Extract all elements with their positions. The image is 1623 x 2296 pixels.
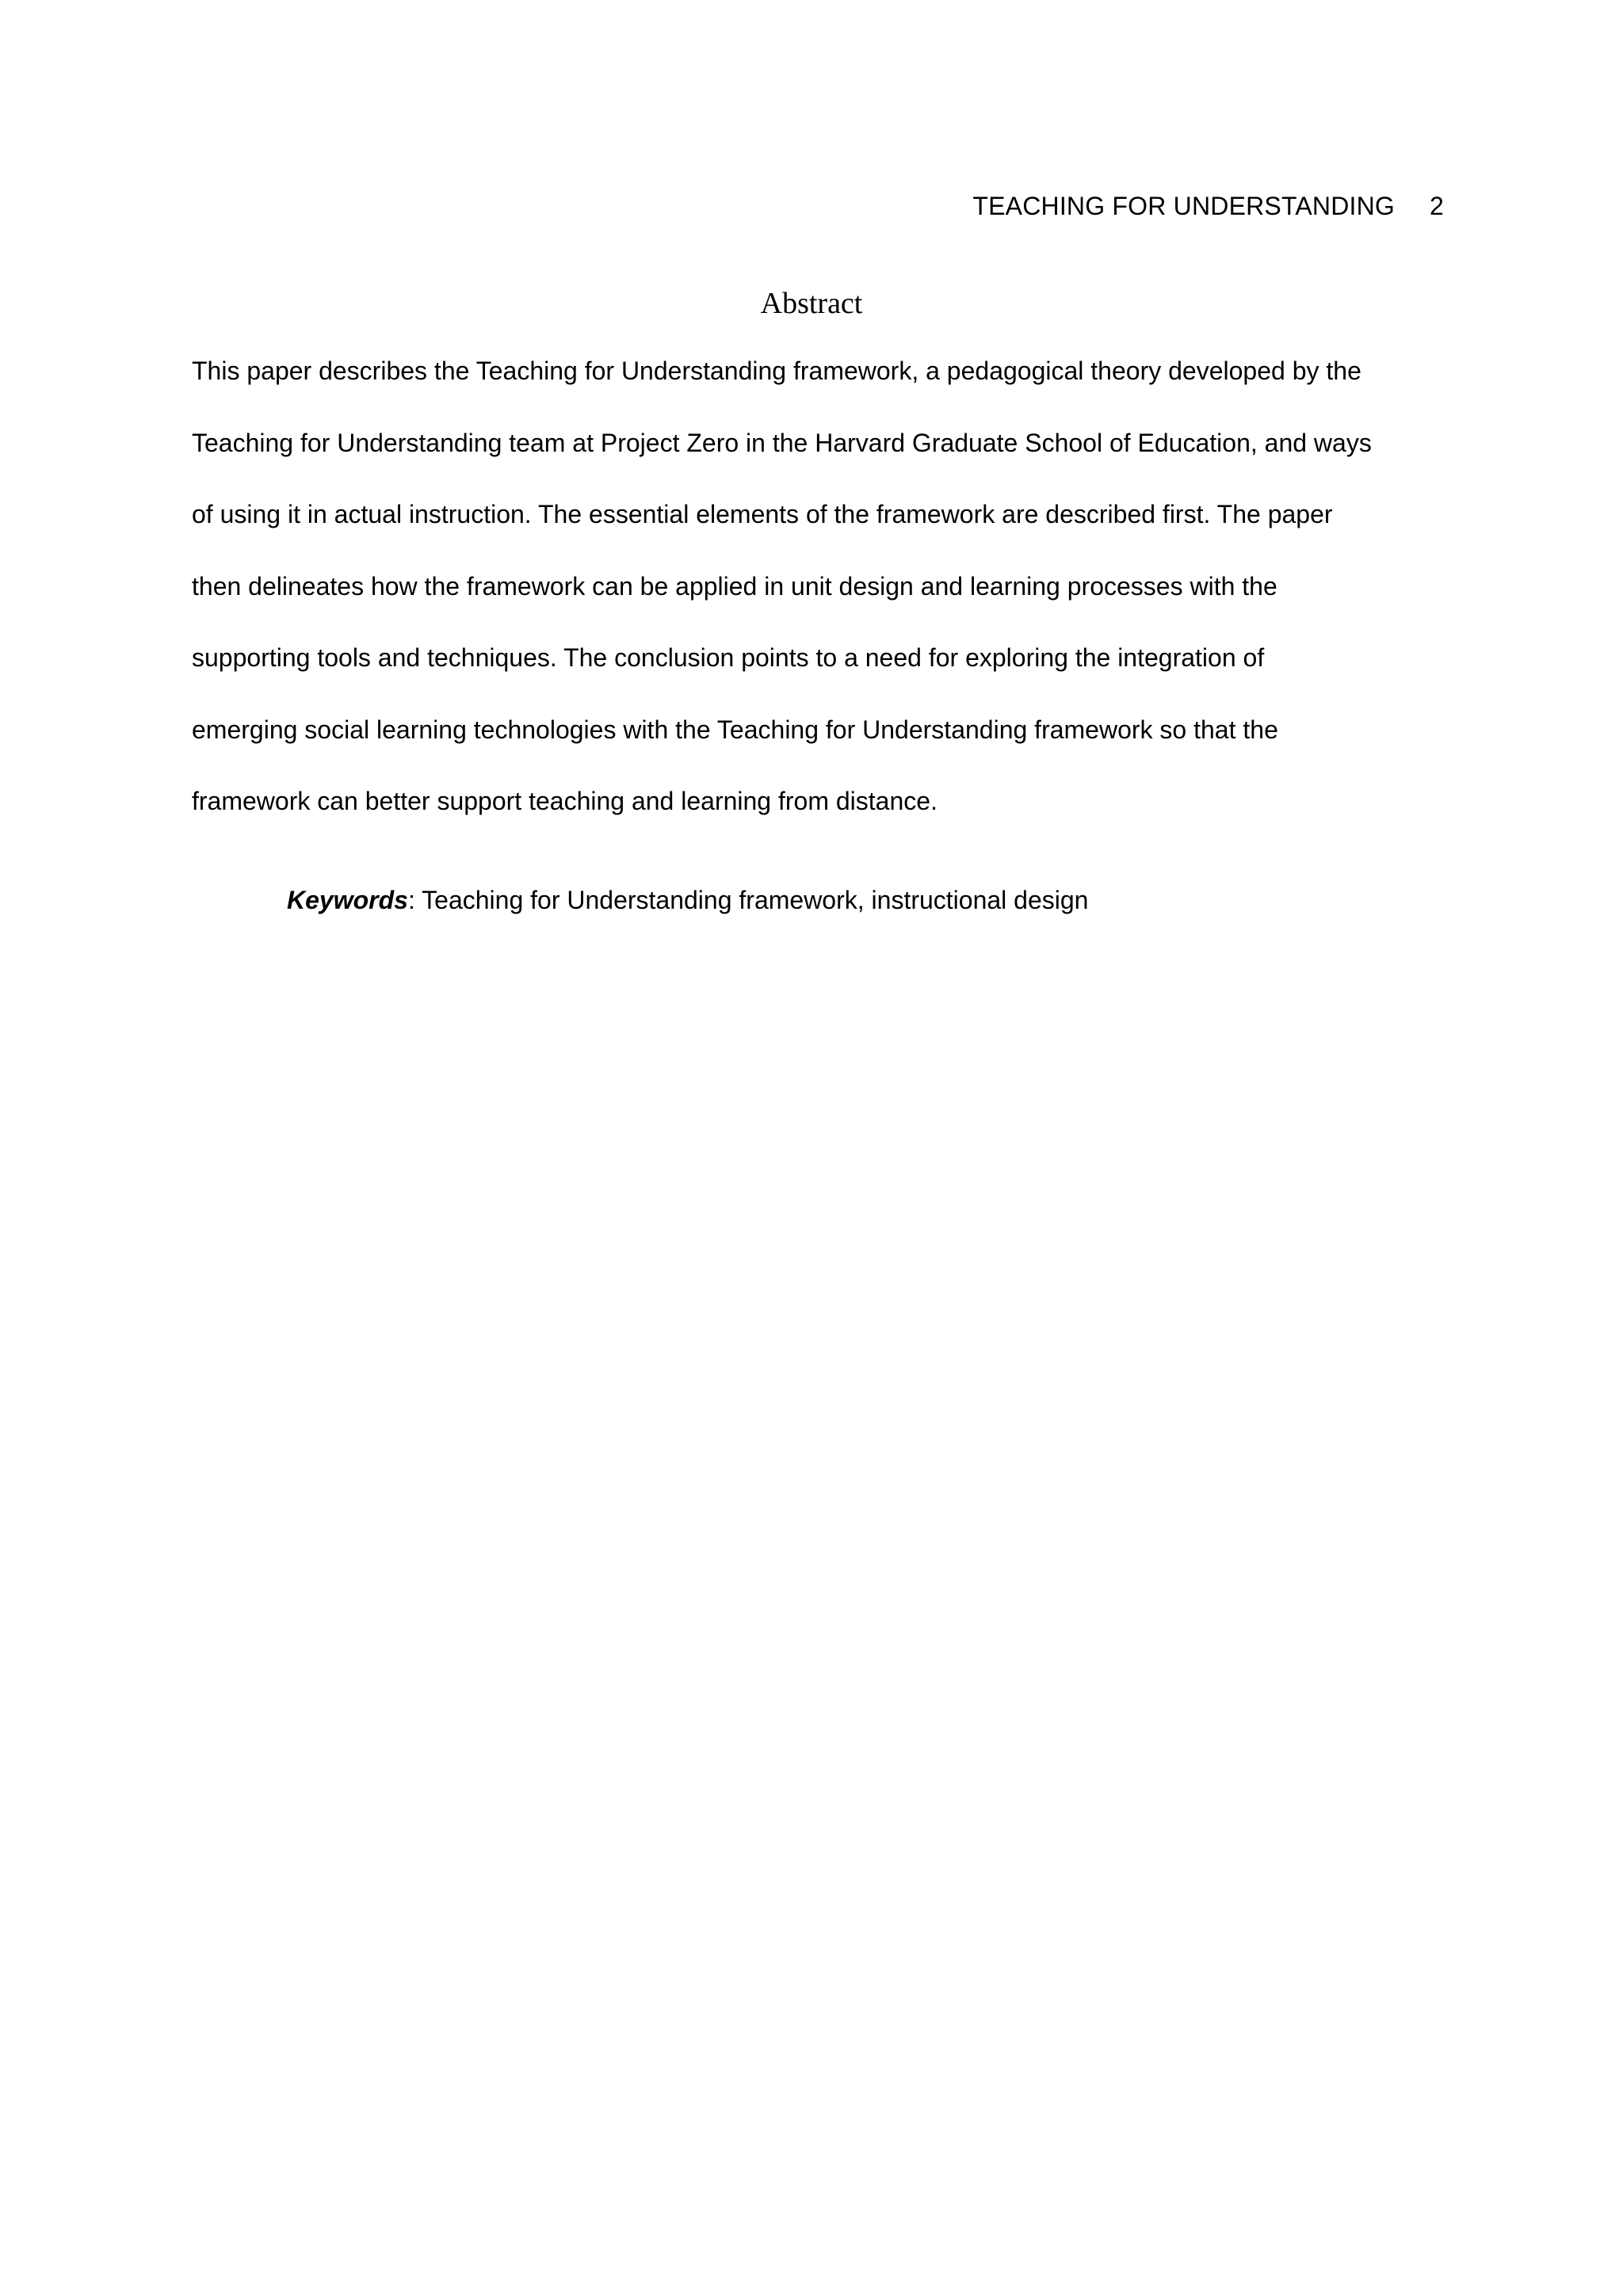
abstract-line: of using it in actual instruction. The essential elements of the framework are described first. The paper bbox=[192, 500, 1333, 528]
abstract-line: supporting tools and techniques. The conclusion points to a need for exploring the integration of bbox=[192, 643, 1265, 672]
abstract-line: This paper describes the Teaching for Understanding framework, a pedagogical theory developed by the bbox=[192, 357, 1361, 385]
page-number: 2 bbox=[1430, 192, 1444, 220]
abstract-line: then delineates how the framework can be applied in unit design and learning processes with the bbox=[192, 571, 1277, 601]
keywords-label: Keywords bbox=[287, 886, 408, 914]
keywords-line bbox=[287, 878, 1088, 922]
keywords-text: Teaching for Understanding framework, instructional design bbox=[414, 886, 1089, 914]
abstract-line: framework can better support teaching and learning from distance. bbox=[192, 787, 938, 815]
keywords-separator: : bbox=[407, 886, 415, 914]
abstract-line: emerging social learning technologies with the Teaching for Understanding framework so that the bbox=[192, 715, 1278, 744]
running-title: TEACHING FOR UNDERSTANDING bbox=[972, 192, 1395, 220]
abstract-paragraph bbox=[192, 349, 1460, 851]
abstract-heading: Abstract bbox=[760, 287, 863, 320]
running-head bbox=[972, 193, 1444, 219]
abstract-line: Teaching for Understanding team at Project Zero in the Harvard Graduate School of Education, and ways bbox=[192, 428, 1372, 457]
